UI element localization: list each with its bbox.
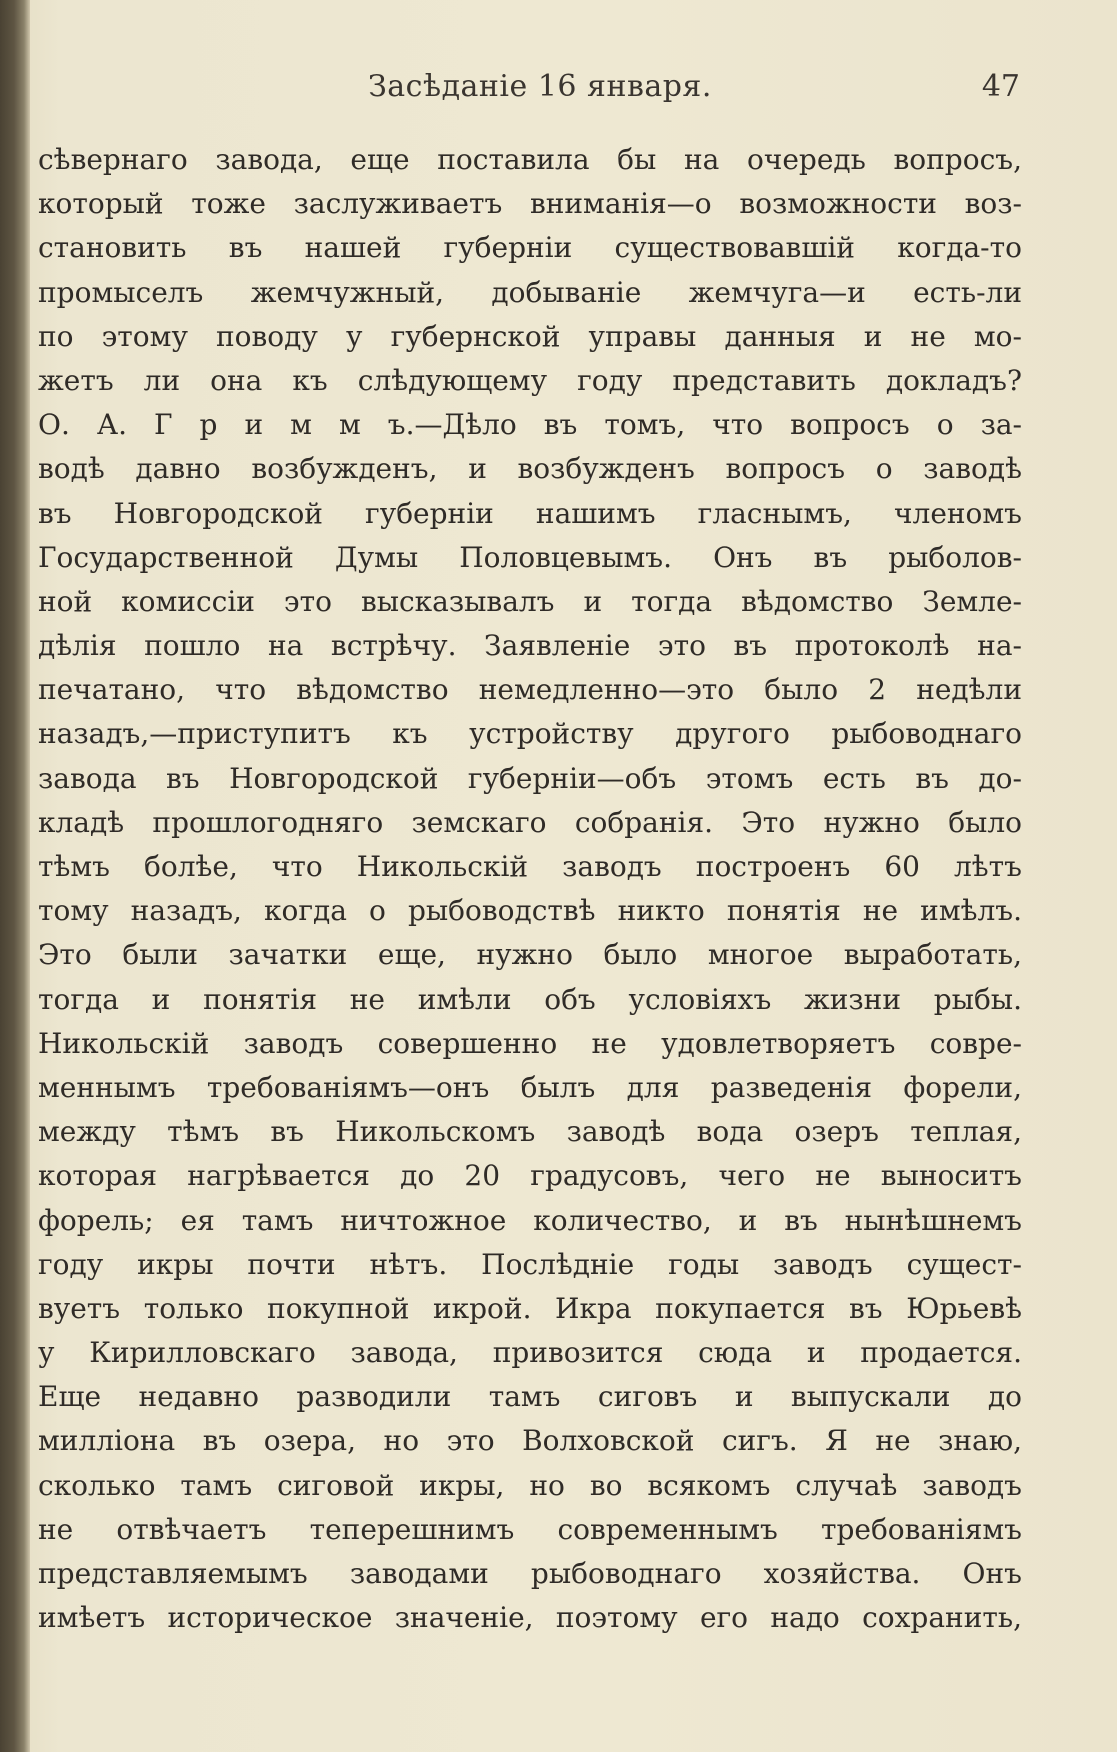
body-text [38, 138, 1022, 1640]
text-line: завода въ Новгородской губерніи—объ этомъ есть въ до- [38, 761, 1022, 795]
text-line: году икры почти нѣтъ. Послѣдніе годы заводъ сущест- [38, 1247, 1022, 1281]
text-line: тому назадъ, когда о рыбоводствѣ никто понятія не имѣлъ. [38, 894, 1022, 928]
text-line: въ Новгородской губерніи нашимъ гласнымъ, членомъ [38, 496, 1022, 530]
text-line: Никольскій заводъ совершенно не удовлетворяетъ совре- [38, 1026, 1022, 1060]
page-number: 47 [981, 69, 1020, 104]
text-line: сколько тамъ сиговой икры, но во всякомъ случаѣ заводъ [38, 1468, 1022, 1502]
text-line: промыселъ жемчужный, добываніе жемчуга—и есть-ли [38, 275, 1022, 309]
text-line: Государственной Думы Половцевымъ. Онъ въ рыболов- [38, 540, 1022, 574]
text-line: форель; ея тамъ ничтожное количество, и въ нынѣшнемъ [38, 1203, 1022, 1237]
text-line: тѣмъ болѣе, что Никольскій заводъ построенъ 60 лѣтъ [38, 850, 1022, 883]
text-line: между тѣмъ въ Никольскомъ заводѣ вода озеръ теплая, [38, 1115, 1022, 1149]
text-line: О. А. Г р и м м ъ.—Дѣло въ томъ, что вопросъ о за- [38, 408, 1022, 442]
text-line: которая нагрѣвается до 20 градусовъ, чего не выноситъ [38, 1159, 1022, 1193]
text-line: Еще недавно разводили тамъ сиговъ и выпускали до [38, 1380, 1022, 1414]
text-line: у Кирилловскаго завода, привозится сюда и продается. [38, 1336, 1022, 1370]
text-line: представляемымъ заводами рыбоводнаго хозяйства. Онъ [38, 1557, 1022, 1590]
running-header-title: Засѣданіе 16 января. [368, 69, 712, 104]
text-line: милліона въ озера, но это Волховской сигъ. Я не знаю, [38, 1424, 1022, 1458]
text-line: печатано, что вѣдомство немедленно—это было 2 недѣли [38, 673, 1022, 707]
text-line: ной комиссіи это высказывалъ и тогда вѣдомство Земле- [38, 584, 1022, 618]
text-line: сѣвернаго завода, еще поставила бы на очередь вопросъ, [38, 143, 1022, 176]
text-line: не отвѣчаетъ теперешнимъ современнымъ требованіямъ [38, 1512, 1022, 1546]
text-line: Это были зачатки еще, нужно было многое выработать, [38, 938, 1022, 972]
text-line: жетъ ли она къ слѣдующему году представить докладъ? [38, 363, 1022, 397]
text-line: который тоже заслуживаетъ вниманія—о возможности воз- [38, 187, 1022, 221]
text-line: тогда и понятія не имѣли объ условіяхъ жизни рыбы. [38, 982, 1022, 1016]
text-line: становить въ нашей губерніи существовавшій когда-то [38, 231, 1022, 265]
text-line: дѣлія пошло на встрѣчу. Заявленіе это въ протоколѣ на- [38, 629, 1022, 663]
text-line: вуетъ только покупной икрой. Икра покупается въ Юрьевѣ [38, 1291, 1022, 1325]
text-line: водѣ давно возбужденъ, и возбужденъ вопросъ о заводѣ [38, 452, 1022, 486]
text-line: кладѣ прошлогодняго земскаго собранія. Это нужно было [38, 805, 1022, 839]
book-binding-edge [0, 0, 30, 1752]
text-line: по этому поводу у губернской управы данныя и не мо- [38, 319, 1022, 353]
text-line: назадъ,—приступитъ къ устройству другого рыбоводнаго [38, 717, 1022, 751]
text-line: меннымъ требованіямъ—онъ былъ для разведенія форели, [38, 1070, 1022, 1104]
text-line: имѣетъ историческое значеніе, поэтому его надо сохранить, [38, 1601, 1022, 1635]
running-header [40, 62, 1080, 112]
